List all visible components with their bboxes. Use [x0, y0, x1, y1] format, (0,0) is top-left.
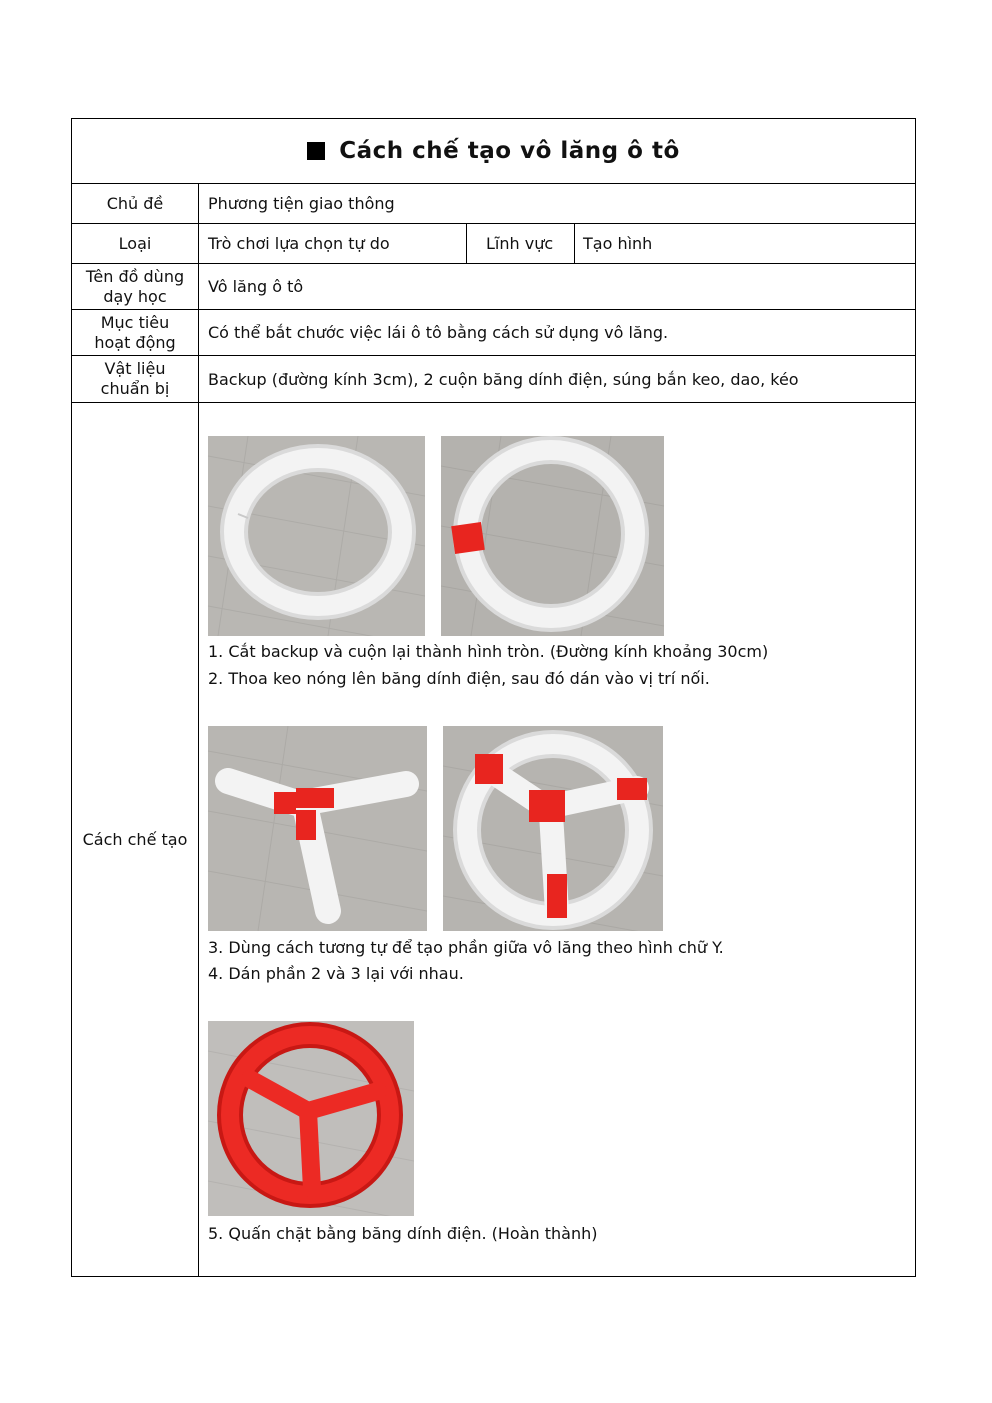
tool-name-value: Vô lăng ô tô: [208, 277, 304, 296]
step-2: 2. Thoa keo nóng lên băng dính điện, sau đó dán vào vị trí nối.: [208, 669, 710, 688]
materials-label: Vật liệu chuẩn bị: [72, 356, 199, 402]
goal-value: Có thể bắt chước việc lái ô tô bằng cách sử dụng vô lăng.: [208, 323, 669, 342]
field-value: Tạo hình: [583, 234, 653, 253]
tool-name-label: Tên đồ dùng dạy học: [72, 264, 199, 309]
method-row: [72, 403, 915, 1276]
step-4: 4. Dán phần 2 và 3 lại với nhau.: [208, 964, 464, 983]
instruction-sheet: [71, 118, 916, 1277]
photo-y-frame: [208, 726, 427, 931]
photo-foam-ring: [208, 436, 425, 636]
page-title: Cách chế tạo vô lăng ô tô: [339, 138, 680, 164]
type-label: Loại: [72, 224, 199, 263]
type-value: Trò chơi lựa chọn tự do: [199, 224, 467, 263]
field-label: Lĩnh vực: [467, 224, 575, 263]
materials-row: [72, 356, 915, 403]
goal-row: [72, 310, 915, 356]
step-1: 1. Cắt backup và cuộn lại thành hình tròn. (Đường kính khoảng 30cm): [208, 642, 769, 661]
materials-value: Backup (đường kính 3cm), 2 cuộn băng dính điện, súng bắn keo, dao, kéo: [208, 369, 799, 389]
topic-row: [72, 184, 915, 224]
topic-value: Phương tiện giao thông: [208, 194, 395, 213]
tool-name-row: [72, 264, 915, 310]
topic-label: Chủ đề: [72, 184, 199, 223]
goal-label: Mục tiêu hoạt động: [72, 310, 199, 355]
photo-taped-ring: [441, 436, 664, 636]
title-row: [72, 119, 915, 184]
black-square-icon: [307, 142, 325, 160]
photo-finished-wheel: [208, 1021, 414, 1216]
type-row: [72, 224, 915, 264]
step-3: 3. Dùng cách tương tự để tạo phần giữa vô lăng theo hình chữ Y.: [208, 938, 724, 957]
method-label: Cách chế tạo: [72, 403, 199, 1276]
photo-ring-with-y: [443, 726, 663, 931]
step-5: 5. Quấn chặt bằng băng dính điện. (Hoàn thành): [208, 1224, 598, 1243]
